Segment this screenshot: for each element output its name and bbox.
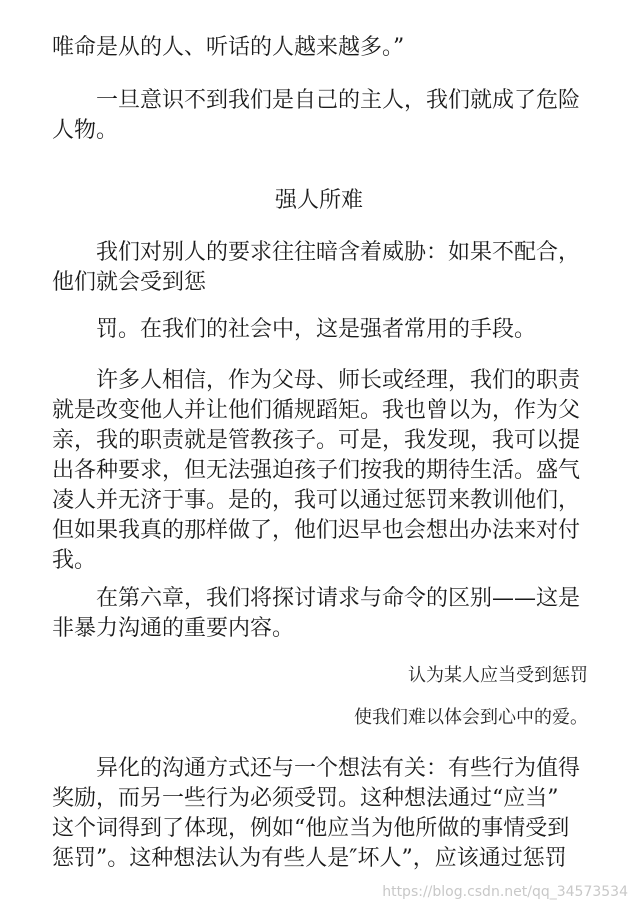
paragraph-line: 惩罚”。这种想法认为有些人是″坏人”，应该通过惩罚	[52, 846, 567, 871]
paragraph-line: 人物。	[52, 118, 119, 143]
paragraph-line: 但如果我真的那样做了，他们迟早也会想出办法来对付	[52, 518, 581, 543]
watermark-url: https://blog.csdn.net/qq_34573534	[382, 884, 628, 900]
paragraph-line: 唯命是从的人、听话的人越来越多。”	[52, 35, 405, 60]
paragraph-line: 异化的沟通方式还与一个想法有关：有些行为值得	[96, 756, 581, 781]
section-heading: 强人所难	[274, 188, 363, 213]
paragraph-line: 罚。在我们的社会中，这是强者常用的手段。	[96, 317, 537, 342]
paragraph-line: 许多人相信，作为父母、师长或经理，我们的职责	[96, 368, 581, 393]
paragraph-line: 出各种要求，但无法强迫孩子们按我的期待生活。盛气	[52, 458, 581, 483]
paragraph-line: 非暴力沟通的重要内容。	[52, 616, 295, 641]
paragraph-line: 这个词得到了体现，例如“他应当为他所做的事情受到	[52, 816, 570, 841]
pull-quote-line: 使我们难以体会到心中的爱。	[354, 707, 588, 728]
paragraph-line: 他们就会受到惩	[52, 270, 207, 295]
paragraph-line: 一旦意识不到我们是自己的主人，我们就成了危险	[96, 88, 581, 113]
paragraph-line: 我们对别人的要求往往暗含着威胁：如果不配合，	[96, 240, 581, 265]
paragraph-line: 奖励，而另一些行为必须受罚。这种想法通过“应当”	[52, 786, 559, 811]
paragraph-line: 在第六章，我们将探讨请求与命令的区别——这是	[96, 586, 581, 611]
paragraph-line: 亲，我的职责就是管教孩子。可是，我发现，我可以提	[52, 428, 581, 453]
paragraph-line: 我。	[52, 548, 97, 573]
paragraph-line: 凌人并无济于事。是的，我可以通过惩罚来教训他们，	[52, 488, 581, 513]
paragraph-line: 就是改变他人并让他们循规蹈矩。我也曾以为，作为父	[52, 398, 581, 423]
pull-quote-line: 认为某人应当受到惩罚	[408, 665, 588, 686]
